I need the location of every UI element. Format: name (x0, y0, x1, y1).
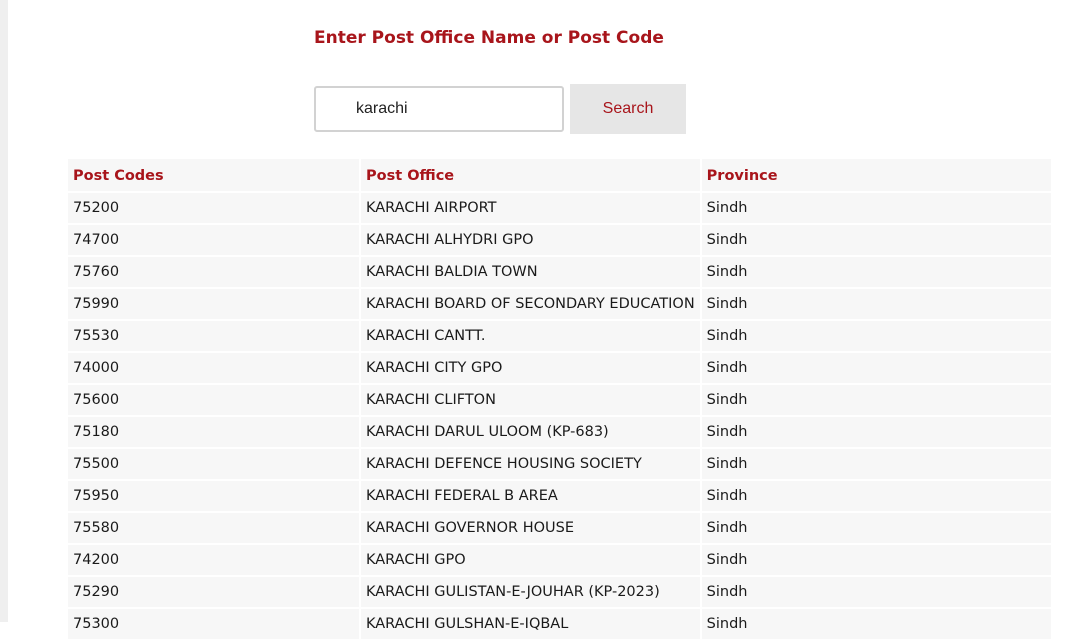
cell-post-office: KARACHI FEDERAL B AREA (361, 481, 700, 511)
cell-post-office: KARACHI CANTT. (361, 321, 700, 351)
cell-post-code: 75200 (68, 193, 359, 223)
table-row (68, 609, 1051, 639)
cell-post-office: KARACHI GOVERNOR HOUSE (361, 513, 700, 543)
cell-province: Sindh (702, 353, 1051, 383)
cell-province: Sindh (702, 417, 1051, 447)
cell-province: Sindh (702, 545, 1051, 575)
cell-post-code: 75530 (68, 321, 359, 351)
search-input[interactable] (314, 86, 564, 132)
table-row (68, 321, 1051, 351)
cell-province: Sindh (702, 609, 1051, 639)
cell-post-code: 74700 (68, 225, 359, 255)
cell-province: Sindh (702, 257, 1051, 287)
cell-post-code: 75500 (68, 449, 359, 479)
results-table (66, 157, 1053, 641)
table-row (68, 513, 1051, 543)
cell-post-office: KARACHI DEFENCE HOUSING SOCIETY (361, 449, 700, 479)
cell-post-code: 75300 (68, 609, 359, 639)
cell-post-office: KARACHI BOARD OF SECONDARY EDUCATION (361, 289, 700, 319)
cell-post-office: KARACHI CLIFTON (361, 385, 700, 415)
cell-province: Sindh (702, 193, 1051, 223)
cell-post-office: KARACHI BALDIA TOWN (361, 257, 700, 287)
cell-post-code: 75950 (68, 481, 359, 511)
table-row (68, 289, 1051, 319)
cell-province: Sindh (702, 289, 1051, 319)
cell-post-office: KARACHI GULISTAN-E-JOUHAR (KP-2023) (361, 577, 700, 607)
table-row (68, 353, 1051, 383)
cell-province: Sindh (702, 481, 1051, 511)
table-header-row (68, 159, 1051, 191)
table-row (68, 225, 1051, 255)
cell-post-code: 74000 (68, 353, 359, 383)
cell-post-office: KARACHI AIRPORT (361, 193, 700, 223)
column-header-post-office[interactable]: Post Office (361, 159, 700, 191)
cell-province: Sindh (702, 513, 1051, 543)
search-heading: Enter Post Office Name or Post Code (314, 28, 664, 48)
cell-post-code: 75990 (68, 289, 359, 319)
cell-post-code: 75600 (68, 385, 359, 415)
column-header-province[interactable]: Province (702, 159, 1051, 191)
table-row (68, 417, 1051, 447)
cell-post-code: 74200 (68, 545, 359, 575)
cell-post-office: KARACHI GPO (361, 545, 700, 575)
search-button[interactable]: Search (570, 84, 686, 134)
cell-post-code: 75290 (68, 577, 359, 607)
table-row (68, 449, 1051, 479)
column-header-post-codes[interactable]: Post Codes (68, 159, 359, 191)
cell-province: Sindh (702, 225, 1051, 255)
cell-post-office: KARACHI CITY GPO (361, 353, 700, 383)
table-row (68, 385, 1051, 415)
cell-post-office: KARACHI GULSHAN-E-IQBAL (361, 609, 700, 639)
cell-post-code: 75760 (68, 257, 359, 287)
table-row (68, 577, 1051, 607)
table-row (68, 193, 1051, 223)
table-row (68, 257, 1051, 287)
left-page-border (0, 0, 8, 622)
results-body (68, 193, 1051, 639)
cell-province: Sindh (702, 449, 1051, 479)
table-row (68, 545, 1051, 575)
cell-post-code: 75180 (68, 417, 359, 447)
cell-post-office: KARACHI ALHYDRI GPO (361, 225, 700, 255)
cell-province: Sindh (702, 577, 1051, 607)
cell-province: Sindh (702, 321, 1051, 351)
cell-post-office: KARACHI DARUL ULOOM (KP-683) (361, 417, 700, 447)
table-row (68, 481, 1051, 511)
cell-province: Sindh (702, 385, 1051, 415)
cell-post-code: 75580 (68, 513, 359, 543)
